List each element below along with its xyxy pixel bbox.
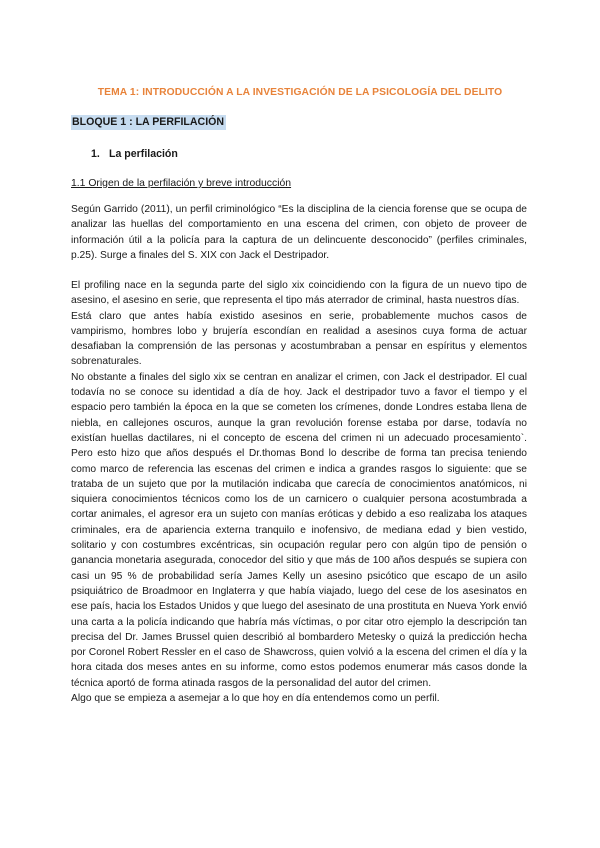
paragraph-serial-killers: Está claro que antes había existido asesinos en serie, probablemente muchos casos de vampirismo, hombres lobo y brujería escondían en realidad a asesinos cuya forma de actuar desafiaban la comprensión de las personas y acostumbraban a pensar en espíritus y elementos sobrenaturales. bbox=[71, 310, 527, 368]
paragraph-profiling-origin: El profiling nace en la segunda parte del siglo xix coincidiendo con la figura de un nuevo tipo de asesino, el asesino en serie, que representa el tipo más aterrador de criminal, hasta nuestros días. bbox=[71, 280, 527, 307]
subsection-title: 1.1 Origen de la perfilación y breve introducción bbox=[71, 178, 292, 189]
paragraph-closing: Algo que se empieza a asemejar a lo que hoy en día entendemos como un perfil. bbox=[71, 693, 440, 705]
paragraph-definition: Según Garrido (2011), un perfil criminológico “Es la disciplina de la ciencia forense que se ocupa de analizar las huellas del comportamiento en una escena del crimen, con objeto de proveer de información útil a la policía para la captura de un delincuente desconocido” (perfiles criminales, p.25). Surge a finales del S. XIX con Jack el Destripador. bbox=[71, 204, 527, 261]
section-heading bbox=[91, 148, 178, 160]
block-title: BLOQUE 1 : LA PERFILACIÓN bbox=[72, 116, 225, 128]
section-number: 1. bbox=[91, 148, 100, 160]
topic-title: TEMA 1: INTRODUCCIÓN A LA INVESTIGACIÓN DE LA PSICOLOGÍA DEL DELITO bbox=[97, 87, 503, 98]
paragraph-group bbox=[71, 278, 527, 706]
section-title: La perfilación bbox=[109, 148, 178, 160]
paragraph-jack-the-ripper: No obstante a finales del siglo xix se centran en analizar el crimen, con Jack el destripador. El cual todavía no se conoce su identidad a día de hoy. Jack el destripador tuvo a favor el tiempo y el espacio pero también la época en la que se cometen los crímenes, donde Londres estaba llena de niebla, en callejones oscuros, aunque la gran revolución forense estaba por darse, todavía no existían huellas dactilares, ni el concepto de escena del crimen ni un adecuado procesamiento`. Pero esto hizo que años después el Dr.thomas Bond lo describe de forma tan precisa teniendo como marco de referencia las escenas del crimen e indica a grandes rasgos lo siguiente: que se trataba de un sujeto que por la mutilación indicaba que carecía de conocimientos anatómicos, ni siquiera conocimientos técnicos como los de un carnicero o cualquier persona acostumbrada a cortar animales, el agresor era un sujeto con manías eróticas y debido a eso realizaba los ataques criminales, era de apariencia externa tranquilo e inofensivo, de mediana edad y bien vestido, solitario y con costumbres excéntricas, sin ocupación regular pero con algún tipo de pensión o ganancia monetaria asegurada, conocedor del sitio y que más de 100 años después se supiera con casi un 95 % de probabilidad sería James Kelly un asesino psicótico que escapo de un asilo psiquiátrico de Broadmoor en Inglaterra y que había viajado, luego del cese de los asesinatos en ese país, hacia los Estados Unidos y que luego del asesinato de una prostituta en Nueva York envió una carta a la policía indicando que habría más víctimas, o por citar otro ejemplo la descripción tan precisa del Dr. James Brussel quien describió al bombardero Metesky o quizá la predicción hecha por Coronel Robert Ressler en el caso de Shawcross, quien volvió a la escena del crimen el día y la hora citada dos meses antes en su informe, como estos podemos enumerar más casos donde la técnica aportó de forma atinada rasgos de la personalidad del autor del crimen. bbox=[71, 371, 527, 689]
